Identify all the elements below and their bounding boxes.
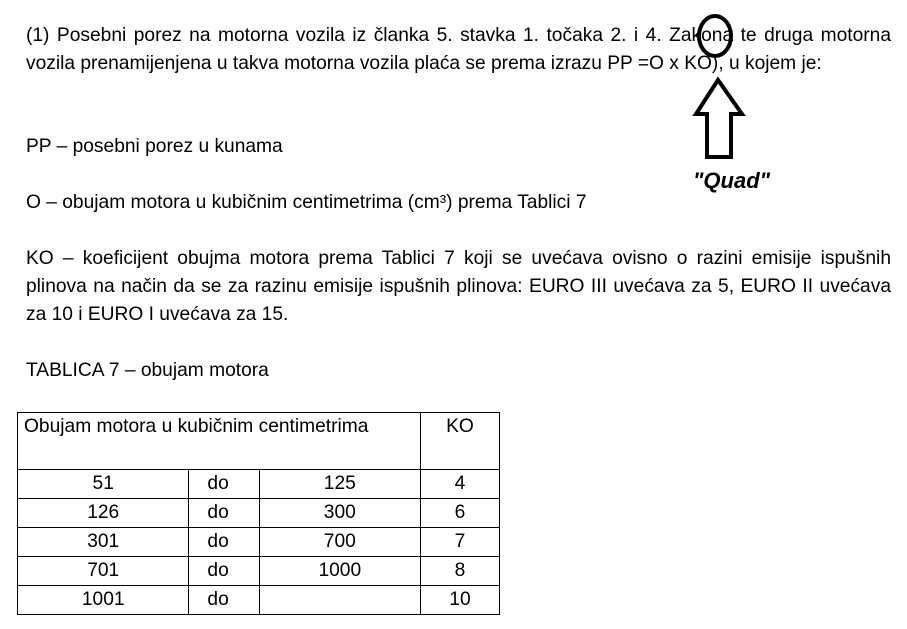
cell-ko: 8 xyxy=(421,557,500,586)
cell-from: 1001 xyxy=(18,586,189,615)
up-arrow-icon xyxy=(696,80,742,157)
cell-sep: do xyxy=(189,499,259,528)
cell-ko: 7 xyxy=(421,528,500,557)
cell-to xyxy=(259,586,420,615)
cell-from: 301 xyxy=(18,528,189,557)
cell-to: 300 xyxy=(259,499,420,528)
header-ko: KO xyxy=(421,413,500,470)
paragraph-posebni-porez: (1) Posebni porez na motorna vozila iz članka 5. stavka 1. točaka 2. i 4. Zakona te druga motorna vozila prenamijenjena u takva motorna vozila plaća se prema izrazu PP =O x KO), u kojem je: xyxy=(26,25,891,74)
tablica-7 xyxy=(17,412,500,615)
cell-sep: do xyxy=(189,586,259,615)
table-row xyxy=(18,470,500,499)
cell-ko: 6 xyxy=(421,499,500,528)
table-row xyxy=(18,528,500,557)
table-row xyxy=(18,586,500,615)
cell-sep: do xyxy=(189,528,259,557)
cell-from: 126 xyxy=(18,499,189,528)
cell-to: 125 xyxy=(259,470,420,499)
cell-to: 700 xyxy=(259,528,420,557)
definition-pp: PP – posebni porez u kunama xyxy=(26,136,283,157)
definition-ko: KO – koeficijent obujma motora prema Tablici 7 koji se uvećava ovisno o razini emisije ispušnih plinova na način da se za razinu emisije ispušnih plinova: EURO III uvećava za 5, EURO II uvećava za 10 i EURO I uvećava za 15. xyxy=(26,248,891,325)
table-header-row xyxy=(18,413,500,470)
quad-label: "Quad" xyxy=(693,168,771,193)
cell-ko: 10 xyxy=(421,586,500,615)
table-row xyxy=(18,499,500,528)
header-obujam: Obujam motora u kubičnim centimetrima xyxy=(18,413,421,470)
definition-o: O – obujam motora u kubičnim centimetrima (cm³) prema Tablici 7 xyxy=(26,192,587,213)
cell-ko: 4 xyxy=(421,470,500,499)
cell-from: 51 xyxy=(18,470,189,499)
cell-sep: do xyxy=(189,470,259,499)
cell-to: 1000 xyxy=(259,557,420,586)
cell-sep: do xyxy=(189,557,259,586)
table-row xyxy=(18,557,500,586)
cell-from: 701 xyxy=(18,557,189,586)
table-title: TABLICA 7 – obujam motora xyxy=(26,360,269,381)
